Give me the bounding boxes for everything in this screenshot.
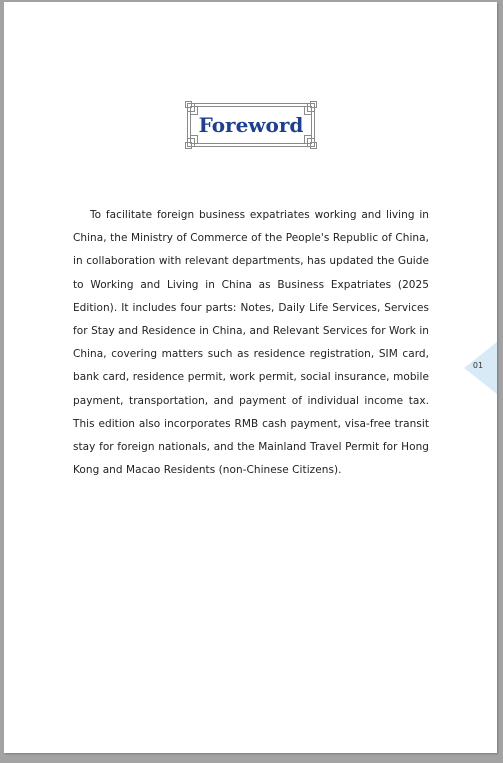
page-number: 01 [472, 361, 484, 370]
title-frame [185, 101, 317, 149]
page-title: Foreword [198, 113, 304, 137]
foreword-paragraph: To facilitate foreign business expatriates working and living in China, the Ministry of Commerce of the People's Republic of China, in collaboration with relevant departments, has updated the Guide to Working and Living in China as Business Expatriates (2025 Edition). It includes four parts: Notes, Daily Life Services, Services for Stay and Residence in China, and Relevant Services for Work in China, covering matters such as residence registration, SIM card, bank card, residence permit, work permit, social insurance, mobile payment, transportation, and payment of individual income tax. This edition also incorporates RMB cash payment, visa-free transit stay for foreign nationals, and the Mainland Travel Permit for Hong Kong and Macao Residents (non-Chinese Citizens). [73, 209, 429, 477]
document-page [4, 2, 497, 753]
